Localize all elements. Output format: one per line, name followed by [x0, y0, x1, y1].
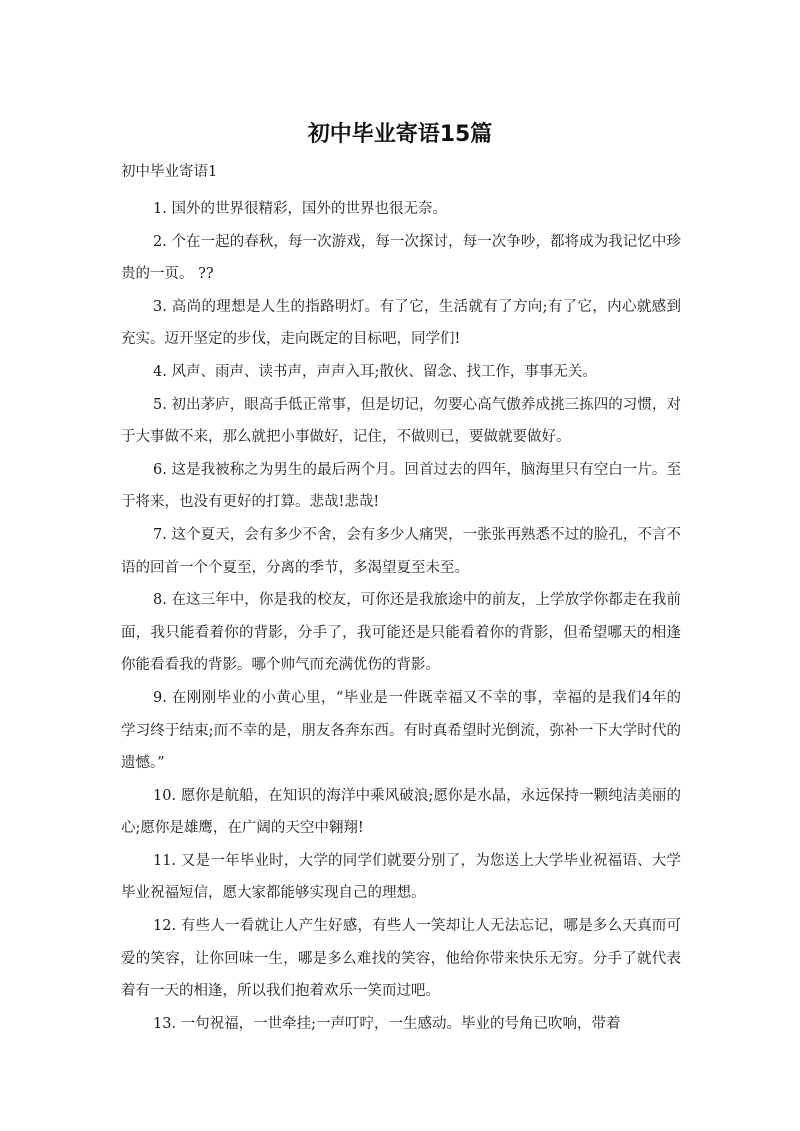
paragraph-4: 4. 风声、雨声、读书声，声声入耳;散伙、留念、找工作，事事无关。 — [153, 363, 597, 380]
paragraph-10: 10. 愿你是航船，在知识的海洋中乘风破浪;愿你是水晶，永远保持一颗纯洁美丽的心;愿你是雄鹰，在广阔的天空中翱翔! — [121, 787, 681, 837]
paragraph-3: 3. 高尚的理想是人生的指路明灯。有了它，生活就有了方向;有了它，内心就感到充实。迈开坚定的步伐，走向既定的目标吧，同学们! — [121, 298, 681, 348]
paragraph-12: 12. 有些人一看就让人产生好感，有些人一笑却让人无法忘记，哪是多么天真而可爱的笑容，让你回味一生，哪是多么难找的笑容，他给你带来快乐无穷。分手了就代表着有一天的相逢，所以我们抱着欢乐一笑而过吧。 — [121, 918, 681, 1000]
paragraph-2: 2. 个在一起的春秋，每一次游戏，每一次探讨，每一次争吵，都将成为我记忆中珍贵的一页。 ?? — [121, 233, 681, 283]
document-body — [121, 193, 681, 1040]
paragraph-5: 5. 初出茅庐，眼高手低正常事，但是切记，勿要心高气傲养成挑三拣四的习惯，对于大事做不来，那么就把小事做好，记住，不做则已，要做就要做好。 — [121, 396, 681, 446]
paragraph-1: 1. 国外的世界很精彩，国外的世界也很无奈。 — [153, 201, 447, 217]
paragraph-9: 9. 在刚刚毕业的小黄心里，“毕业是一件既幸福又不幸的事，幸福的是我们4年的学习终于结束;而不幸的是，朋友各奔东西。有时真希望时光倒流，弥补一下大学时代的遗憾。” — [121, 689, 681, 772]
paragraph-13: 13. 一句祝福，一世牵挂;一声叮咛，一生感动。毕业的号角已吹响，带着 — [153, 1015, 621, 1032]
paragraph-11: 11. 又是一年毕业时，大学的同学们就要分别了，为您送上大学毕业祝福语、大学毕业祝福短信，愿大家都能够实现自己的理想。 — [121, 852, 681, 902]
section-heading: 初中毕业寄语1 — [121, 164, 218, 180]
paragraph-7: 7. 这个夏天，会有多少不舍，会有多少人痛哭，一张张再熟悉不过的脸孔，不言不语的回首一个个夏至，分离的季节，多渴望夏至未至。 — [121, 526, 681, 576]
paragraph-8: 8. 在这三年中，你是我的校友，可你还是我旅途中的前友，上学放学你都走在我前面，我只能看着你的背影，分手了，我可能还是只能看着你的背影，但希望哪天的相逢你能看看我的背影。哪个帅气而充满优伤的背影。 — [121, 592, 681, 674]
paragraph-6: 6. 这是我被称之为男生的最后两个月。回首过去的四年，脑海里只有空白一片。至于将来，也没有更好的打算。悲哉!悲哉! — [121, 461, 681, 511]
page-title: 初中毕业寄语15篇 — [307, 122, 493, 147]
